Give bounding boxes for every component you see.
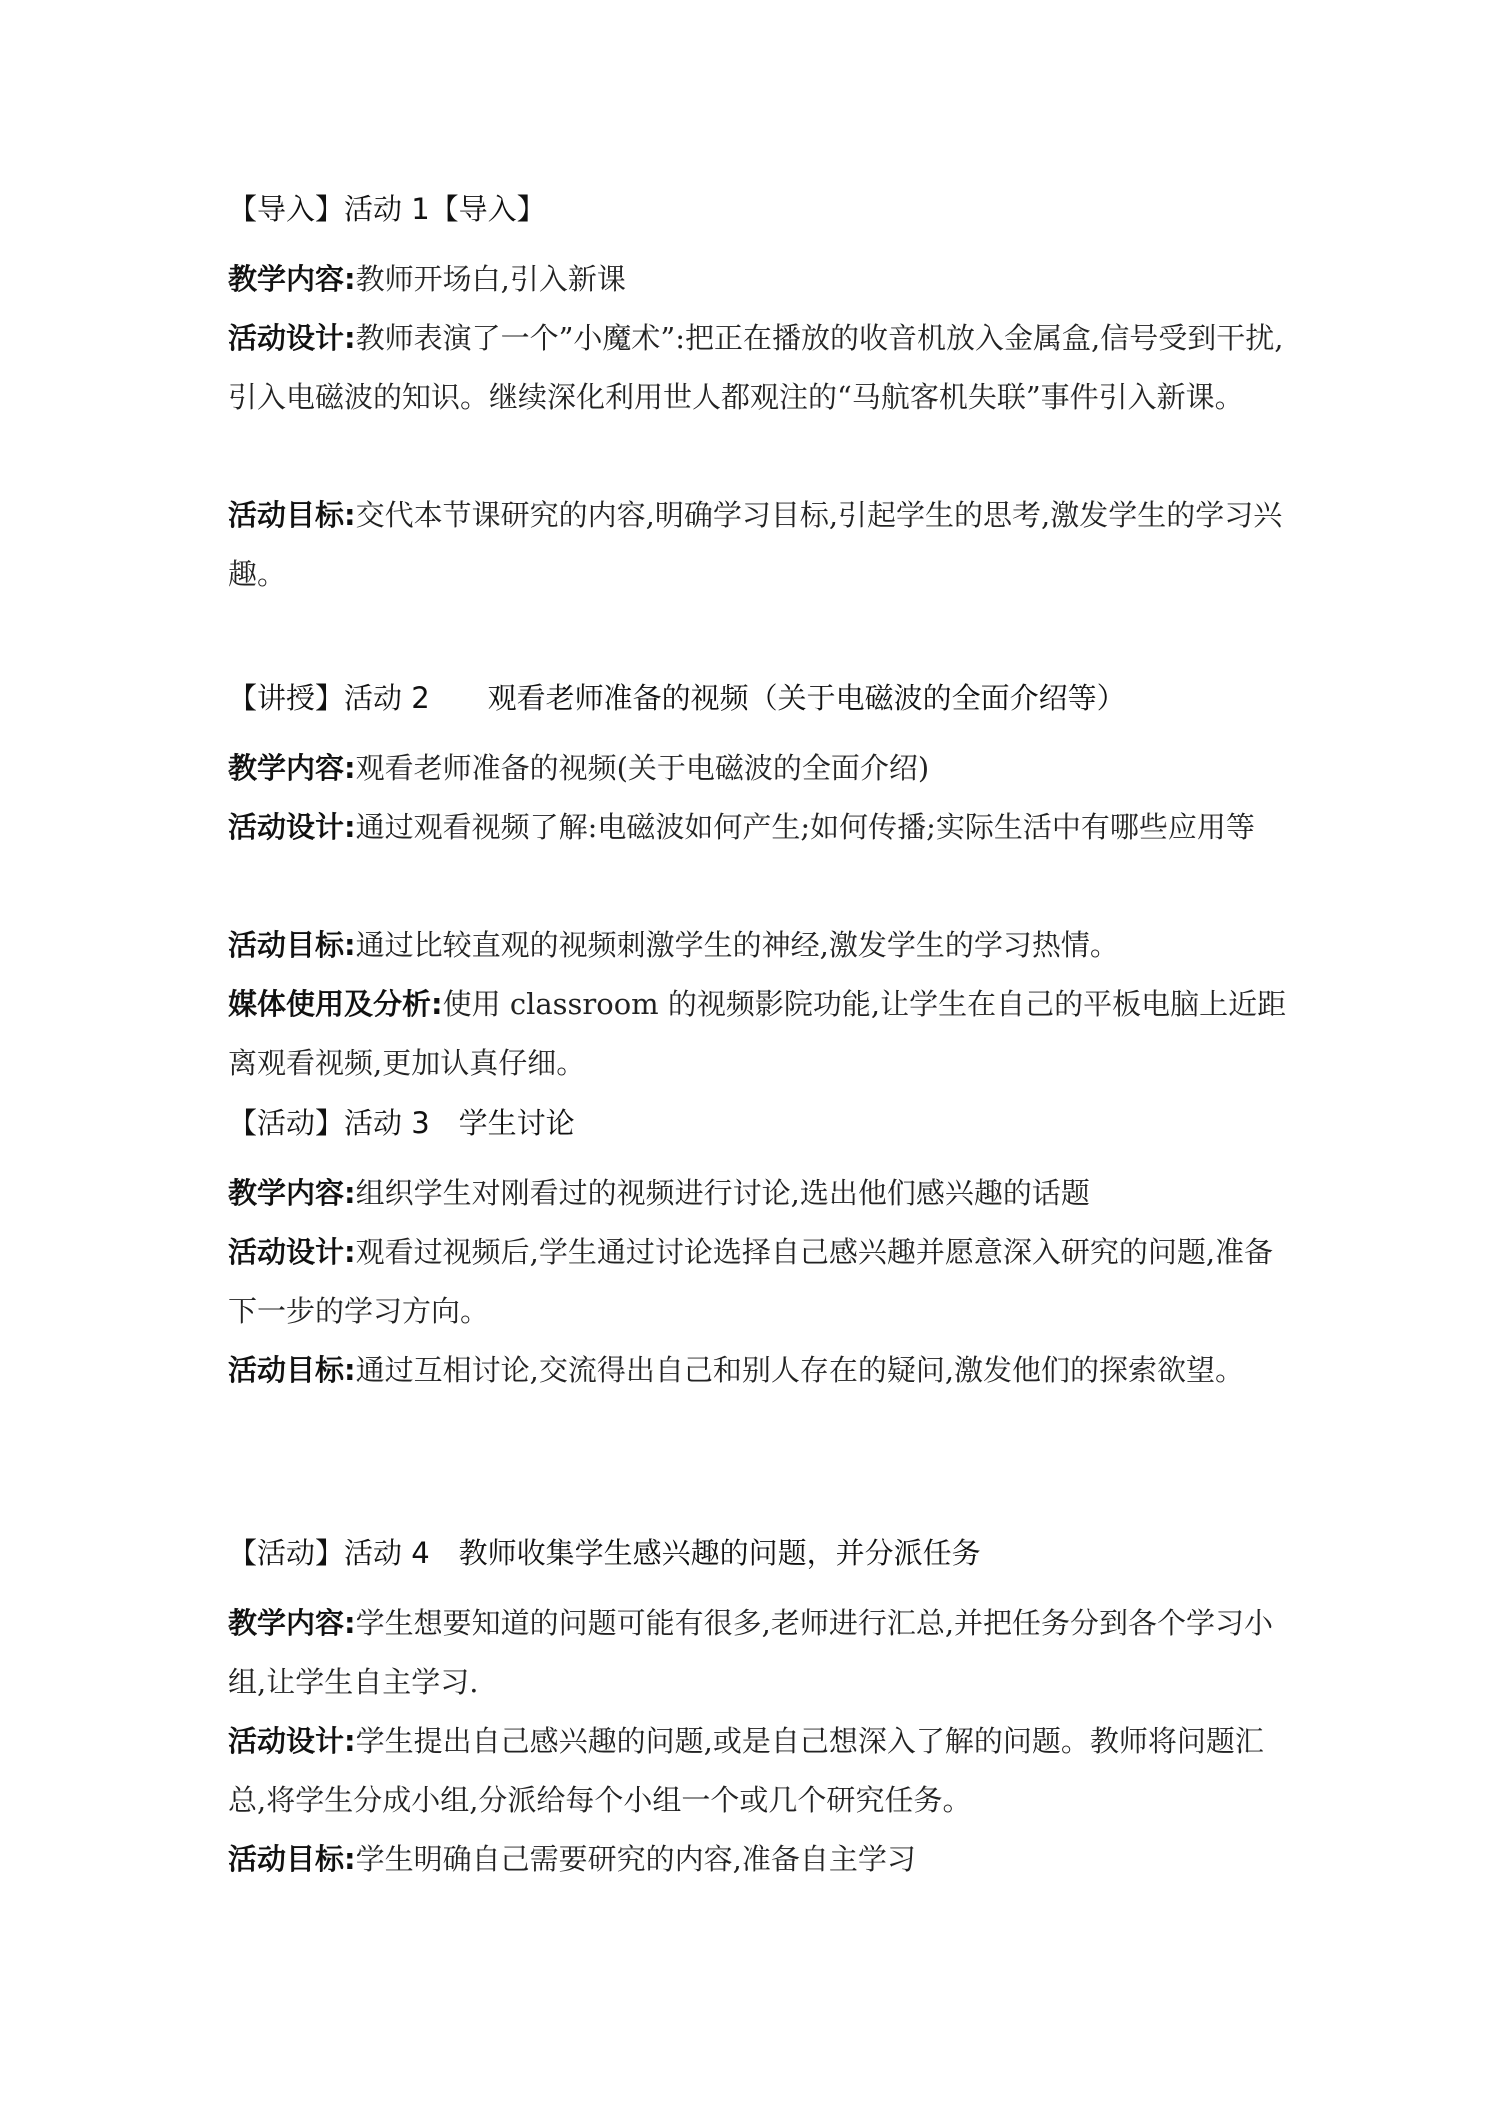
label: 活动设计: xyxy=(228,810,356,844)
label: 活动目标: xyxy=(228,1842,356,1876)
section-2-media-usage xyxy=(228,975,1298,1093)
section-1-teaching-content xyxy=(228,250,1298,309)
text: 观看过视频后,学生通过讨论选择自己感兴趣并愿意深入研究的问题,准备下一步的学习方向。 xyxy=(228,1235,1274,1328)
section-2-teaching-content xyxy=(228,739,1298,798)
section-3-activity-design xyxy=(228,1223,1298,1341)
label: 活动设计: xyxy=(228,1724,356,1758)
text: 教师表演了一个”小魔术”:把正在播放的收音机放入金属盒,信号受到干扰,引入电磁波的知识。继续深化利用世人都观注的“马航客机失联”事件引入新课。 xyxy=(228,321,1284,414)
section-4-activity-design xyxy=(228,1712,1298,1830)
section-4-heading: 【活动】活动 4 教师收集学生感兴趣的问题，并分派任务 xyxy=(228,1536,981,1570)
label: 教学内容: xyxy=(228,751,356,785)
label: 活动设计: xyxy=(228,321,356,355)
section-4-activity-goal xyxy=(228,1830,1298,1889)
section-3-teaching-content xyxy=(228,1164,1298,1223)
section-4-teaching-content xyxy=(228,1594,1298,1712)
label: 活动目标: xyxy=(228,928,356,962)
text: 教师开场白,引入新课 xyxy=(355,262,626,296)
section-1-activity-goal xyxy=(228,486,1298,604)
label: 教学内容: xyxy=(228,1176,356,1210)
text: 组织学生对刚看过的视频进行讨论,选出他们感兴趣的话题 xyxy=(355,1176,1090,1210)
label: 活动目标: xyxy=(228,1353,356,1387)
section-3-heading: 【活动】活动 3 学生讨论 xyxy=(228,1106,575,1140)
label: 活动设计: xyxy=(228,1235,356,1269)
section-1-heading: 【导入】活动 1【导入】 xyxy=(228,192,546,226)
label: 媒体使用及分析: xyxy=(228,987,443,1021)
text: 学生想要知道的问题可能有很多,老师进行汇总,并把任务分到各个学习小组,让学生自主学习. xyxy=(228,1606,1274,1699)
section-1-activity-design xyxy=(228,309,1298,427)
text: 通过比较直观的视频刺激学生的神经,激发学生的学习热情。 xyxy=(355,928,1119,962)
section-2-activity-goal xyxy=(228,916,1298,975)
section-3-activity-goal xyxy=(228,1341,1298,1400)
label: 教学内容: xyxy=(228,1606,356,1640)
text: 通过互相讨论,交流得出自己和别人存在的疑问,激发他们的探索欲望。 xyxy=(355,1353,1245,1387)
text: 使用 classroom 的视频影院功能,让学生在自己的平板电脑上近距离观看视频,更加认真仔细。 xyxy=(228,987,1287,1080)
text: 观看老师准备的视频(关于电磁波的全面介绍) xyxy=(355,751,930,785)
text: 通过观看视频了解:电磁波如何产生;如何传播;实际生活中有哪些应用等 xyxy=(355,810,1255,844)
label: 教学内容: xyxy=(228,262,356,296)
text: 学生提出自己感兴趣的问题,或是自己想深入了解的问题。教师将问题汇总,将学生分成小组,分派给每个小组一个或几个研究任务。 xyxy=(228,1724,1264,1817)
section-2-activity-design xyxy=(228,798,1298,857)
section-2-heading: 【讲授】活动 2 观看老师准备的视频（关于电磁波的全面介绍等） xyxy=(228,681,1126,715)
text: 交代本节课研究的内容,明确学习目标,引起学生的思考,激发学生的学习兴趣。 xyxy=(228,498,1283,591)
label: 活动目标: xyxy=(228,498,356,532)
text: 学生明确自己需要研究的内容,准备自主学习 xyxy=(355,1842,916,1876)
